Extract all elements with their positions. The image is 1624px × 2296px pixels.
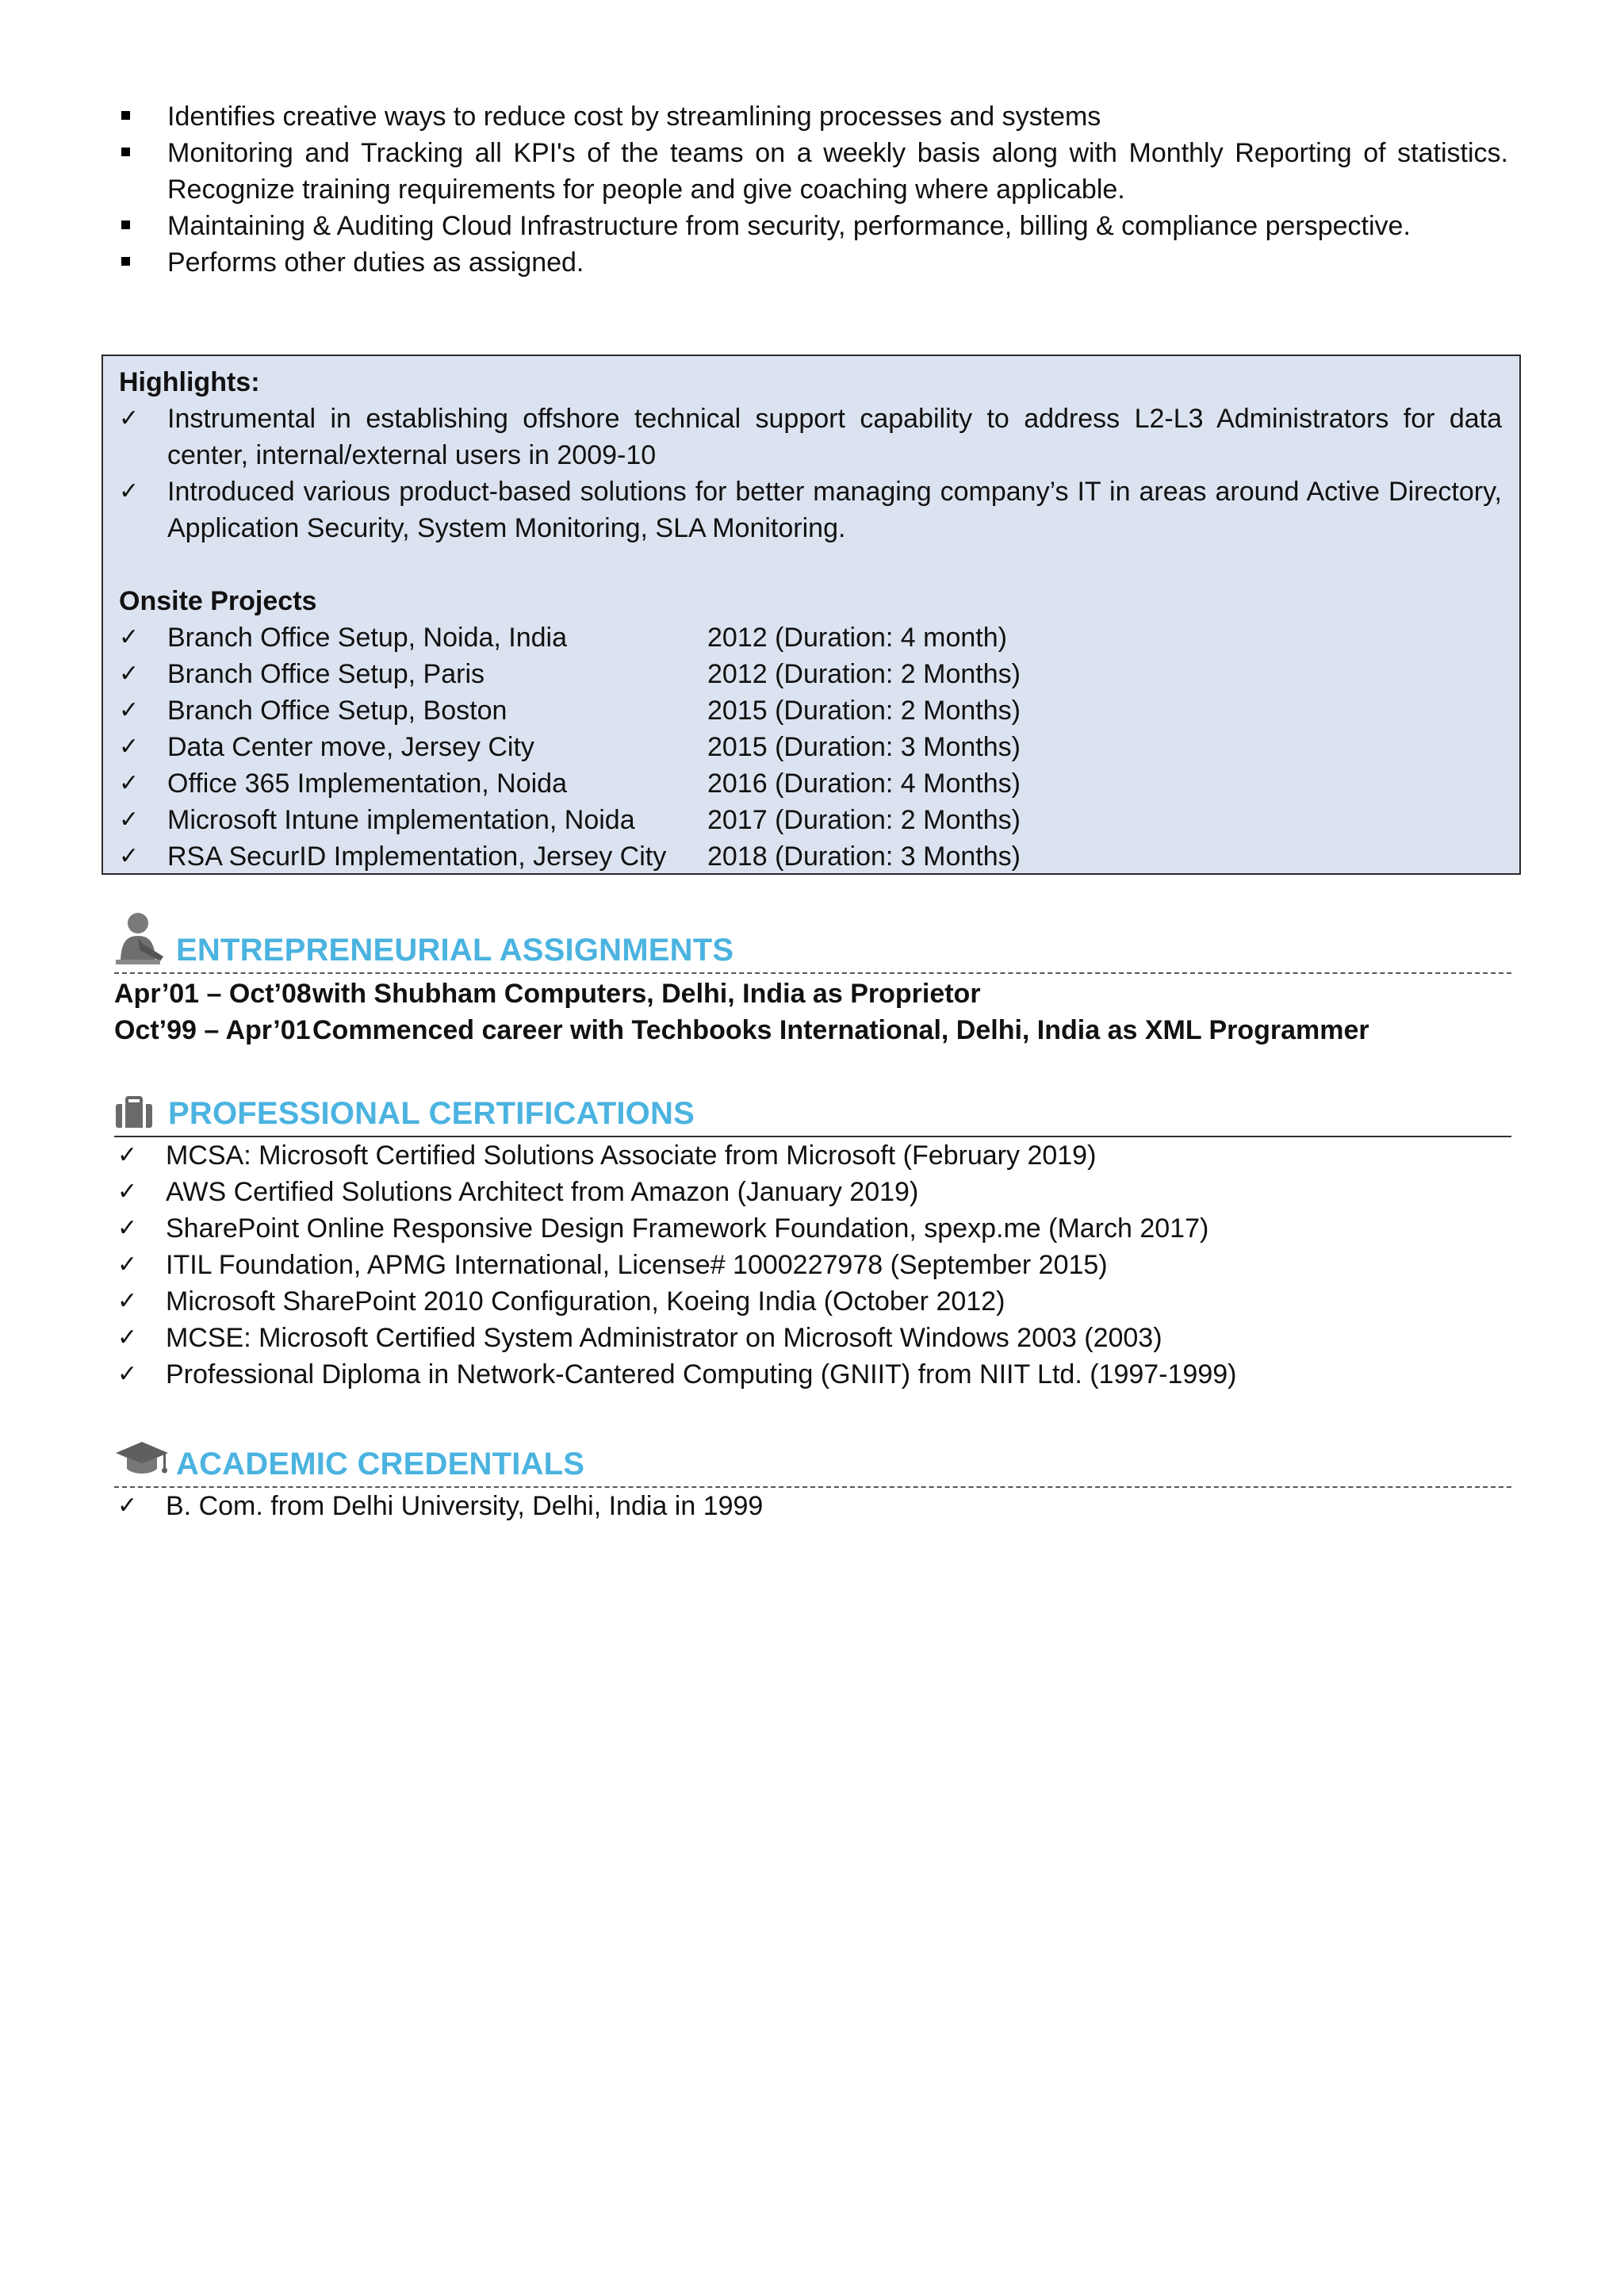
project-name: Microsoft Intune implementation, Noida: [167, 805, 635, 835]
check-mark-icon: ✓: [119, 477, 140, 505]
assignment-dates: Apr’01 – Oct’08: [114, 979, 312, 1009]
section-title: ENTREPRENEURIAL ASSIGNMENTS: [176, 933, 734, 968]
responsibilities-list: [119, 98, 1508, 281]
check-mark-icon: ✓: [119, 404, 140, 432]
list-item: Performs other duties as assigned.: [119, 244, 1508, 281]
check-mark-icon: ✓: [119, 769, 140, 797]
entrepreneurial-section: [114, 910, 1511, 1048]
check-mark-icon: ✓: [119, 696, 140, 724]
check-mark-icon: ✓: [119, 842, 140, 870]
check-mark-icon: ✓: [117, 1324, 138, 1351]
person-icon: [114, 910, 167, 966]
check-mark-icon: ✓: [117, 1178, 138, 1205]
project-row: [119, 802, 1502, 838]
project-name: Office 365 Implementation, Noida: [167, 769, 567, 799]
section-header: [114, 1087, 1511, 1134]
highlights-title: Highlights:: [119, 367, 260, 397]
section-header: [114, 1437, 1511, 1485]
square-bullet-icon: [121, 220, 130, 229]
list-item: ✓ MCSA: Microsoft Certified Solutions Associate from Microsoft (February 2019): [117, 1137, 1511, 1174]
list-item: Monitoring and Tracking all KPI's of the teams on a weekly basis along with Monthly Reporting of statistics. Recognize training requirements for people and give coaching where applicable.: [119, 135, 1508, 208]
certifications-list: [114, 1137, 1511, 1393]
list-item: ✓ AWS Certified Solutions Architect from Amazon (January 2019): [117, 1174, 1511, 1210]
list-item: ✓ Introduced various product-based solutions for better managing company’s IT in areas around Active Directory, Application Security, System Monitoring, SLA Monitoring.: [119, 473, 1502, 546]
assignment-entry: [114, 1012, 1511, 1048]
project-duration: 2017 (Duration: 2 Months): [707, 805, 1021, 835]
project-row: [119, 838, 1502, 875]
briefcase-icon: [114, 1096, 154, 1129]
check-mark-icon: ✓: [117, 1251, 138, 1278]
check-mark-icon: ✓: [119, 623, 140, 651]
graduation-cap-icon: [114, 1440, 170, 1480]
project-row: [119, 692, 1502, 729]
onsite-projects-title: Onsite Projects: [119, 586, 317, 616]
check-mark-icon: ✓: [117, 1287, 138, 1315]
check-mark-icon: ✓: [117, 1141, 138, 1169]
project-name: RSA SecurID Implementation, Jersey City: [167, 841, 667, 872]
section-title: ACADEMIC CREDENTIALS: [176, 1447, 585, 1481]
project-row: [119, 656, 1502, 692]
section-header: [114, 910, 1511, 971]
square-bullet-icon: [121, 257, 130, 266]
list-item: ✓ B. Com. from Delhi University, Delhi, India in 1999: [117, 1488, 1511, 1524]
project-row: [119, 729, 1502, 765]
check-mark-icon: ✓: [119, 806, 140, 834]
project-row: [119, 619, 1502, 656]
project-duration: 2012 (Duration: 2 Months): [707, 659, 1021, 689]
assignment-text: Commenced career with Techbooks International, Delhi, India as XML Programmer: [312, 1015, 1369, 1045]
list-item: ✓ SharePoint Online Responsive Design Framework Foundation, spexp.me (March 2017): [117, 1210, 1511, 1247]
assignment-entry: [114, 976, 1511, 1012]
check-mark-icon: ✓: [117, 1360, 138, 1388]
project-duration: 2015 (Duration: 3 Months): [707, 732, 1021, 762]
onsite-projects-list: [119, 619, 1502, 875]
check-mark-icon: ✓: [119, 733, 140, 761]
project-duration: 2018 (Duration: 3 Months): [707, 841, 1021, 872]
check-mark-icon: ✓: [119, 660, 140, 688]
project-name: Branch Office Setup, Noida, India: [167, 623, 568, 653]
section-title: PROFESSIONAL CERTIFICATIONS: [168, 1096, 695, 1131]
list-item: ✓ MCSE: Microsoft Certified System Administrator on Microsoft Windows 2003 (2003): [117, 1320, 1511, 1356]
list-item: Identifies creative ways to reduce cost by streamlining processes and systems: [119, 98, 1508, 135]
project-duration: 2012 (Duration: 4 month): [707, 623, 1007, 653]
list-item: ✓ Microsoft SharePoint 2010 Configuration, Koeing India (October 2012): [117, 1283, 1511, 1320]
academic-list: [114, 1488, 1511, 1524]
assignment-text: with Shubham Computers, Delhi, India as Proprietor: [312, 979, 981, 1009]
highlights-box: [102, 355, 1521, 875]
project-duration: 2016 (Duration: 4 Months): [707, 769, 1021, 799]
assignment-dates: Oct’99 – Apr’01: [114, 1015, 311, 1045]
certifications-section: [114, 1087, 1511, 1393]
list-item: ✓ ITIL Foundation, APMG International, License# 1000227978 (September 2015): [117, 1247, 1511, 1283]
square-bullet-icon: [121, 148, 130, 156]
square-bullet-icon: [121, 111, 130, 120]
list-item: ✓ Instrumental in establishing offshore technical support capability to address L2-L3 Administrators for data center, internal/external users in 2009-10: [119, 401, 1502, 473]
project-name: Data Center move, Jersey City: [167, 732, 534, 762]
list-item: Maintaining & Auditing Cloud Infrastructure from security, performance, billing & compliance perspective.: [119, 208, 1508, 244]
check-mark-icon: ✓: [117, 1214, 138, 1242]
academic-section: [114, 1437, 1511, 1524]
project-name: Branch Office Setup, Boston: [167, 696, 508, 726]
project-name: Branch Office Setup, Paris: [167, 659, 485, 689]
project-row: [119, 765, 1502, 802]
entrepreneurial-list: [114, 974, 1511, 1048]
project-duration: 2015 (Duration: 2 Months): [707, 696, 1021, 726]
list-item: ✓ Professional Diploma in Network-Cantered Computing (GNIIT) from NIIT Ltd. (1997-1999): [117, 1356, 1511, 1393]
highlights-list: [119, 401, 1502, 546]
check-mark-icon: ✓: [117, 1492, 138, 1520]
